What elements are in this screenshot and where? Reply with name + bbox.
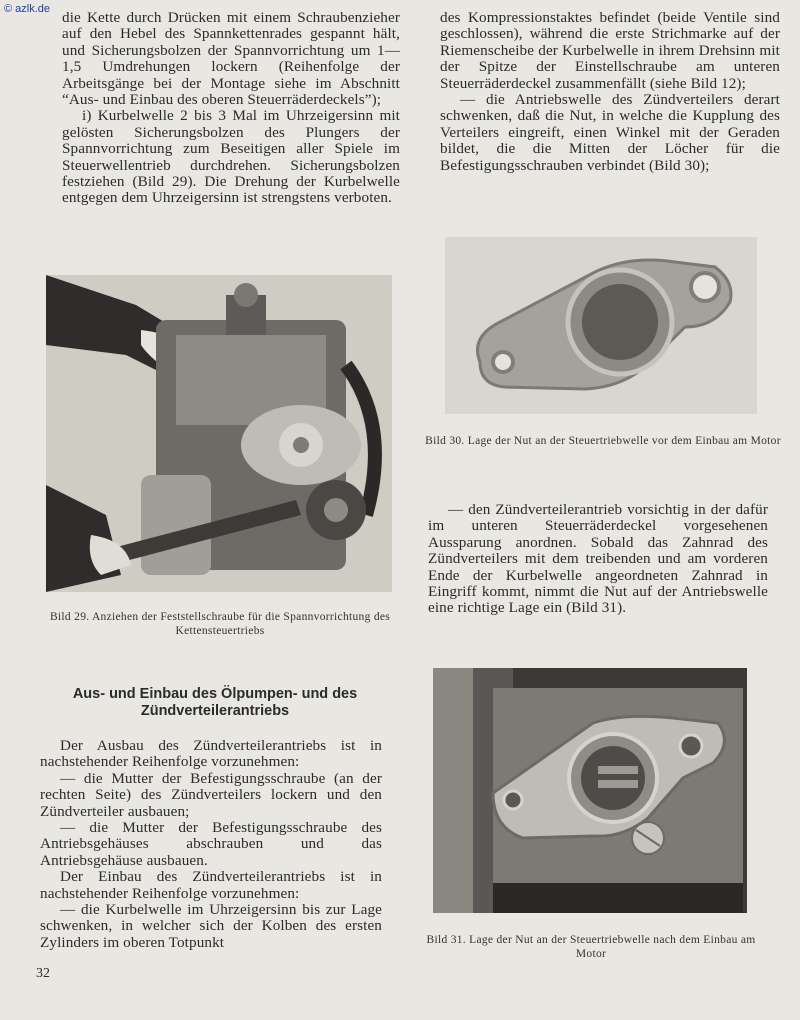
left-top-text xyxy=(62,10,400,207)
paragraph: — die Mutter der Befestigungsschraube des Antriebsgehäuses abschrauben und das Antriebsgehäuse ausbauen. xyxy=(40,819,382,869)
paragraph: — die Kurbelwelle im Uhrzeigersinn bis zur Lage schwenken, in welcher sich der Kolben des ersten Zylinders im oberen Totpunkt xyxy=(40,901,382,951)
page-number: 32 xyxy=(36,966,50,981)
paragraph: des Kompressionstaktes befindet (beide Ventile sind geschlossen), während die erste Strichmarke auf der Riemenscheibe der Kurbelwelle in ihrem Drehsinn mit der Spitze der Einstellschraube am unteren Steuerräderdeckel zusammenfällt (siehe Bild 12); xyxy=(440,9,780,92)
paragraph: — den Zündverteilerantrieb vorsichtig in der dafür im unteren Steuerräderdeckel vorgesehenen Aussparung anordnen. Sobald das Zahnrad des Zündverteilers mit dem treibenden und am vorderen Ende der Kurbelwelle angeordneten Zahnrad in Eingriff kommt, nimmt die Nut auf der Antriebswelle eine richtige Lage ein (Bild 31). xyxy=(428,501,768,617)
caption-bild30: Bild 30. Lage der Nut an der Steuertriebwelle vor dem Einbau am Motor xyxy=(425,435,781,447)
engine-photo-bild29 xyxy=(46,275,392,592)
right-mid-text xyxy=(428,502,768,617)
flange-photo-bild30 xyxy=(445,237,757,414)
right-top-text xyxy=(440,10,780,174)
paragraph: — die Antriebswelle des Zündverteilers derart schwenken, daß die Nut, in welche die Kupplung des Verteilers eingreift, einen Winkel mit der Geraden bildet, die die Mitten der Löcher für die Befestigungsschrauben verbindet (Bild 30); xyxy=(440,91,780,174)
watermark: © azlk.de xyxy=(4,3,51,15)
left-bottom-text xyxy=(40,738,382,951)
section-heading: Aus- und Einbau des Ölpumpen- und des Zündverteilerantriebs xyxy=(72,686,358,719)
paragraph: i) Kurbelwelle 2 bis 3 Mal im Uhrzeigersinn mit gelösten Sicherungsbolzen des Plungers der Spannvorrichtung zum Beseitigen aller Spiele im Steuerwellentrieb durchdrehen. Sicherungsbolzen festziehen (Bild 29). Die Drehung der Kurbelwelle entgegen dem Uhrzeigersinn ist strengstens verboten. xyxy=(62,107,400,207)
paragraph: die Kette durch Drücken mit einem Schraubenzieher auf den Hebel des Spannkettenrades gespannt hält, und Sicherungsbolzen der Spannvorrichtung um 1—1,5 Umdrehungen lockern (Reihenfolge der Arbeitsgänge bei der Montage siehe im Abschnitt “Aus- und Einbau des oberen Steuerräderdeckels”); xyxy=(62,9,400,109)
mounted-flange-photo-bild31 xyxy=(433,668,747,913)
caption-bild31: Bild 31. Lage der Nut an der Steuertriebwelle nach dem Einbau am Motor xyxy=(426,934,756,960)
caption-bild29: Bild 29. Anziehen der Feststellschraube für die Spannvorrichtung des Kettensteuertriebs xyxy=(49,611,391,637)
paragraph: — die Mutter der Befestigungsschraube (an der rechten Seite) des Zündverteilers lockern und den Zündverteiler ausbauen; xyxy=(40,769,382,820)
paragraph: Der Ausbau des Zündverteilerantriebs ist in nachstehender Reihenfolge vorzunehmen: xyxy=(40,737,382,771)
paragraph: Der Einbau des Zündverteilerantriebs ist in nachstehender Reihenfolge vorzunehmen: xyxy=(40,868,382,902)
